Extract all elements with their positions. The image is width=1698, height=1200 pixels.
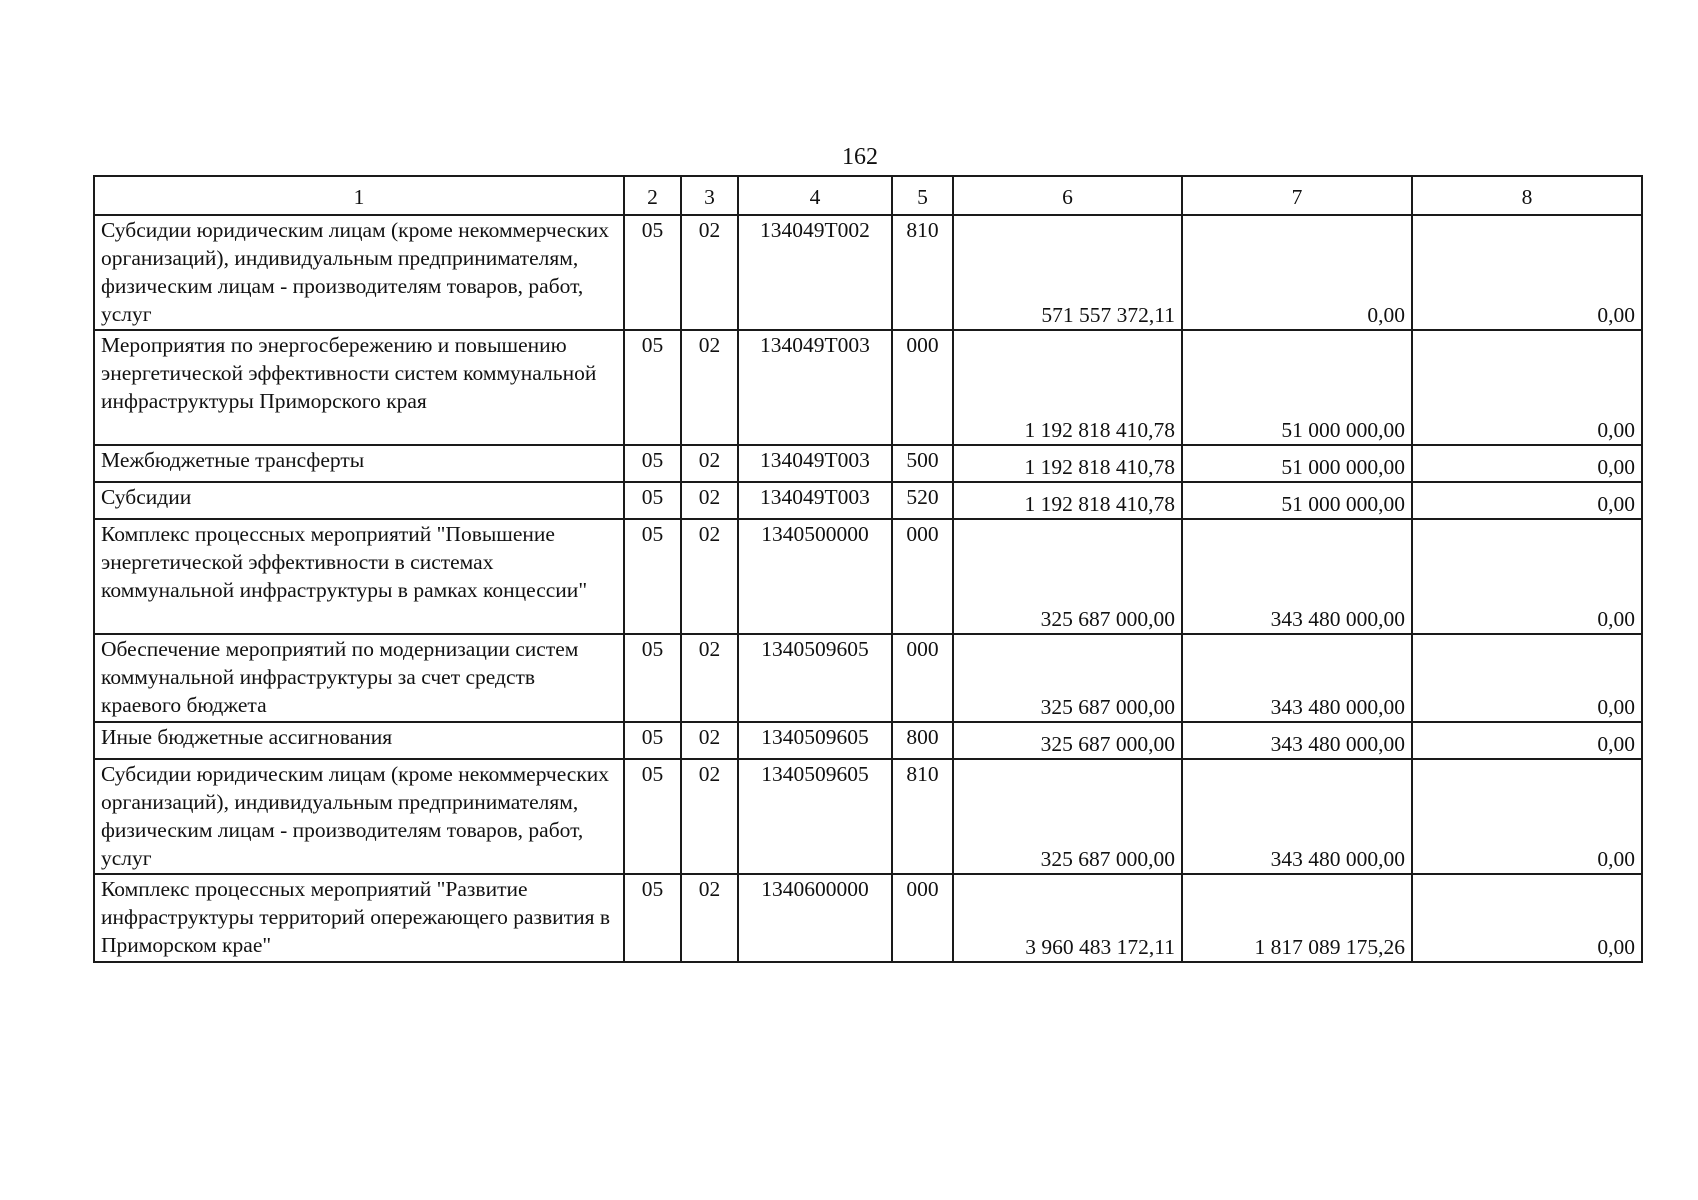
column-header-3: 3 — [681, 176, 738, 215]
table-row — [94, 482, 1642, 519]
amount-col-8: 0,00 — [1412, 330, 1642, 445]
expense-type-code: 810 — [892, 215, 953, 330]
amount-col-8: 0,00 — [1412, 634, 1642, 722]
expense-name: Обеспечение мероприятий по модернизации систем коммунальной инфраструктуры за счет средств краевого бюджета — [94, 634, 624, 722]
target-item-code: 1340509605 — [738, 759, 892, 874]
target-item-code: 1340509605 — [738, 722, 892, 759]
subsection-code: 02 — [681, 634, 738, 722]
column-header-6: 6 — [953, 176, 1182, 215]
amount-col-6: 1 192 818 410,78 — [953, 445, 1182, 482]
target-item-code: 134049Т003 — [738, 445, 892, 482]
expense-type-code: 500 — [892, 445, 953, 482]
subsection-code: 02 — [681, 519, 738, 634]
target-item-code: 134049Т003 — [738, 330, 892, 445]
subsection-code: 02 — [681, 445, 738, 482]
expense-name: Мероприятия по энергосбережению и повышению энергетической эффективности систем коммунальной инфраструктуры Приморского края — [94, 330, 624, 445]
amount-col-7: 0,00 — [1182, 215, 1412, 330]
expense-name: Комплекс процессных мероприятий "Развитие инфраструктуры территорий опережающего развития в Приморском крае" — [94, 874, 624, 962]
subsection-code: 02 — [681, 330, 738, 445]
column-header-2: 2 — [624, 176, 681, 215]
amount-col-6: 1 192 818 410,78 — [953, 482, 1182, 519]
expense-type-code: 000 — [892, 634, 953, 722]
amount-col-7: 343 480 000,00 — [1182, 519, 1412, 634]
amount-col-7: 51 000 000,00 — [1182, 330, 1412, 445]
expense-type-code: 810 — [892, 759, 953, 874]
amount-col-8: 0,00 — [1412, 215, 1642, 330]
column-header-1: 1 — [94, 176, 624, 215]
amount-col-7: 1 817 089 175,26 — [1182, 874, 1412, 962]
target-item-code: 134049Т002 — [738, 215, 892, 330]
expense-type-code: 000 — [892, 519, 953, 634]
section-code: 05 — [624, 482, 681, 519]
table-row — [94, 215, 1642, 330]
column-number-row — [94, 176, 1642, 215]
subsection-code: 02 — [681, 759, 738, 874]
amount-col-7: 51 000 000,00 — [1182, 445, 1412, 482]
column-header-8: 8 — [1412, 176, 1642, 215]
amount-col-6: 1 192 818 410,78 — [953, 330, 1182, 445]
section-code: 05 — [624, 634, 681, 722]
amount-col-8: 0,00 — [1412, 722, 1642, 759]
expense-type-code: 000 — [892, 330, 953, 445]
amount-col-8: 0,00 — [1412, 759, 1642, 874]
target-item-code: 1340600000 — [738, 874, 892, 962]
amount-col-6: 325 687 000,00 — [953, 519, 1182, 634]
table-row — [94, 874, 1642, 962]
amount-col-6: 325 687 000,00 — [953, 759, 1182, 874]
target-item-code: 134049Т003 — [738, 482, 892, 519]
table-row — [94, 634, 1642, 722]
subsection-code: 02 — [681, 722, 738, 759]
section-code: 05 — [624, 215, 681, 330]
expense-name: Иные бюджетные ассигнования — [94, 722, 624, 759]
expense-name: Субсидии юридическим лицам (кроме некоммерческих организаций), индивидуальным предпринимателям, физическим лицам - производителям товаров, работ, услуг — [94, 759, 624, 874]
expense-type-code: 800 — [892, 722, 953, 759]
amount-col-8: 0,00 — [1412, 874, 1642, 962]
amount-col-7: 343 480 000,00 — [1182, 634, 1412, 722]
budget-table — [93, 175, 1643, 963]
section-code: 05 — [624, 519, 681, 634]
column-header-5: 5 — [892, 176, 953, 215]
section-code: 05 — [624, 759, 681, 874]
table-row — [94, 722, 1642, 759]
target-item-code: 1340500000 — [738, 519, 892, 634]
section-code: 05 — [624, 874, 681, 962]
amount-col-7: 343 480 000,00 — [1182, 759, 1412, 874]
table-row — [94, 759, 1642, 874]
amount-col-7: 343 480 000,00 — [1182, 722, 1412, 759]
table-row — [94, 519, 1642, 634]
expense-type-code: 520 — [892, 482, 953, 519]
amount-col-8: 0,00 — [1412, 519, 1642, 634]
section-code: 05 — [624, 722, 681, 759]
expense-name: Комплекс процессных мероприятий "Повышение энергетической эффективности в системах коммунальной инфраструктуры в рамках концессии" — [94, 519, 624, 634]
column-header-7: 7 — [1182, 176, 1412, 215]
amount-col-6: 571 557 372,11 — [953, 215, 1182, 330]
page-number: 162 — [842, 144, 878, 170]
amount-col-8: 0,00 — [1412, 482, 1642, 519]
section-code: 05 — [624, 330, 681, 445]
amount-col-8: 0,00 — [1412, 445, 1642, 482]
expense-name: Межбюджетные трансферты — [94, 445, 624, 482]
column-header-4: 4 — [738, 176, 892, 215]
amount-col-7: 51 000 000,00 — [1182, 482, 1412, 519]
expense-name: Субсидии юридическим лицам (кроме некоммерческих организаций), индивидуальным предпринимателям, физическим лицам - производителям товаров, работ, услуг — [94, 215, 624, 330]
target-item-code: 1340509605 — [738, 634, 892, 722]
amount-col-6: 3 960 483 172,11 — [953, 874, 1182, 962]
table-row — [94, 330, 1642, 445]
amount-col-6: 325 687 000,00 — [953, 722, 1182, 759]
amount-col-6: 325 687 000,00 — [953, 634, 1182, 722]
section-code: 05 — [624, 445, 681, 482]
table-row — [94, 445, 1642, 482]
subsection-code: 02 — [681, 482, 738, 519]
subsection-code: 02 — [681, 874, 738, 962]
subsection-code: 02 — [681, 215, 738, 330]
expense-type-code: 000 — [892, 874, 953, 962]
expense-name: Субсидии — [94, 482, 624, 519]
